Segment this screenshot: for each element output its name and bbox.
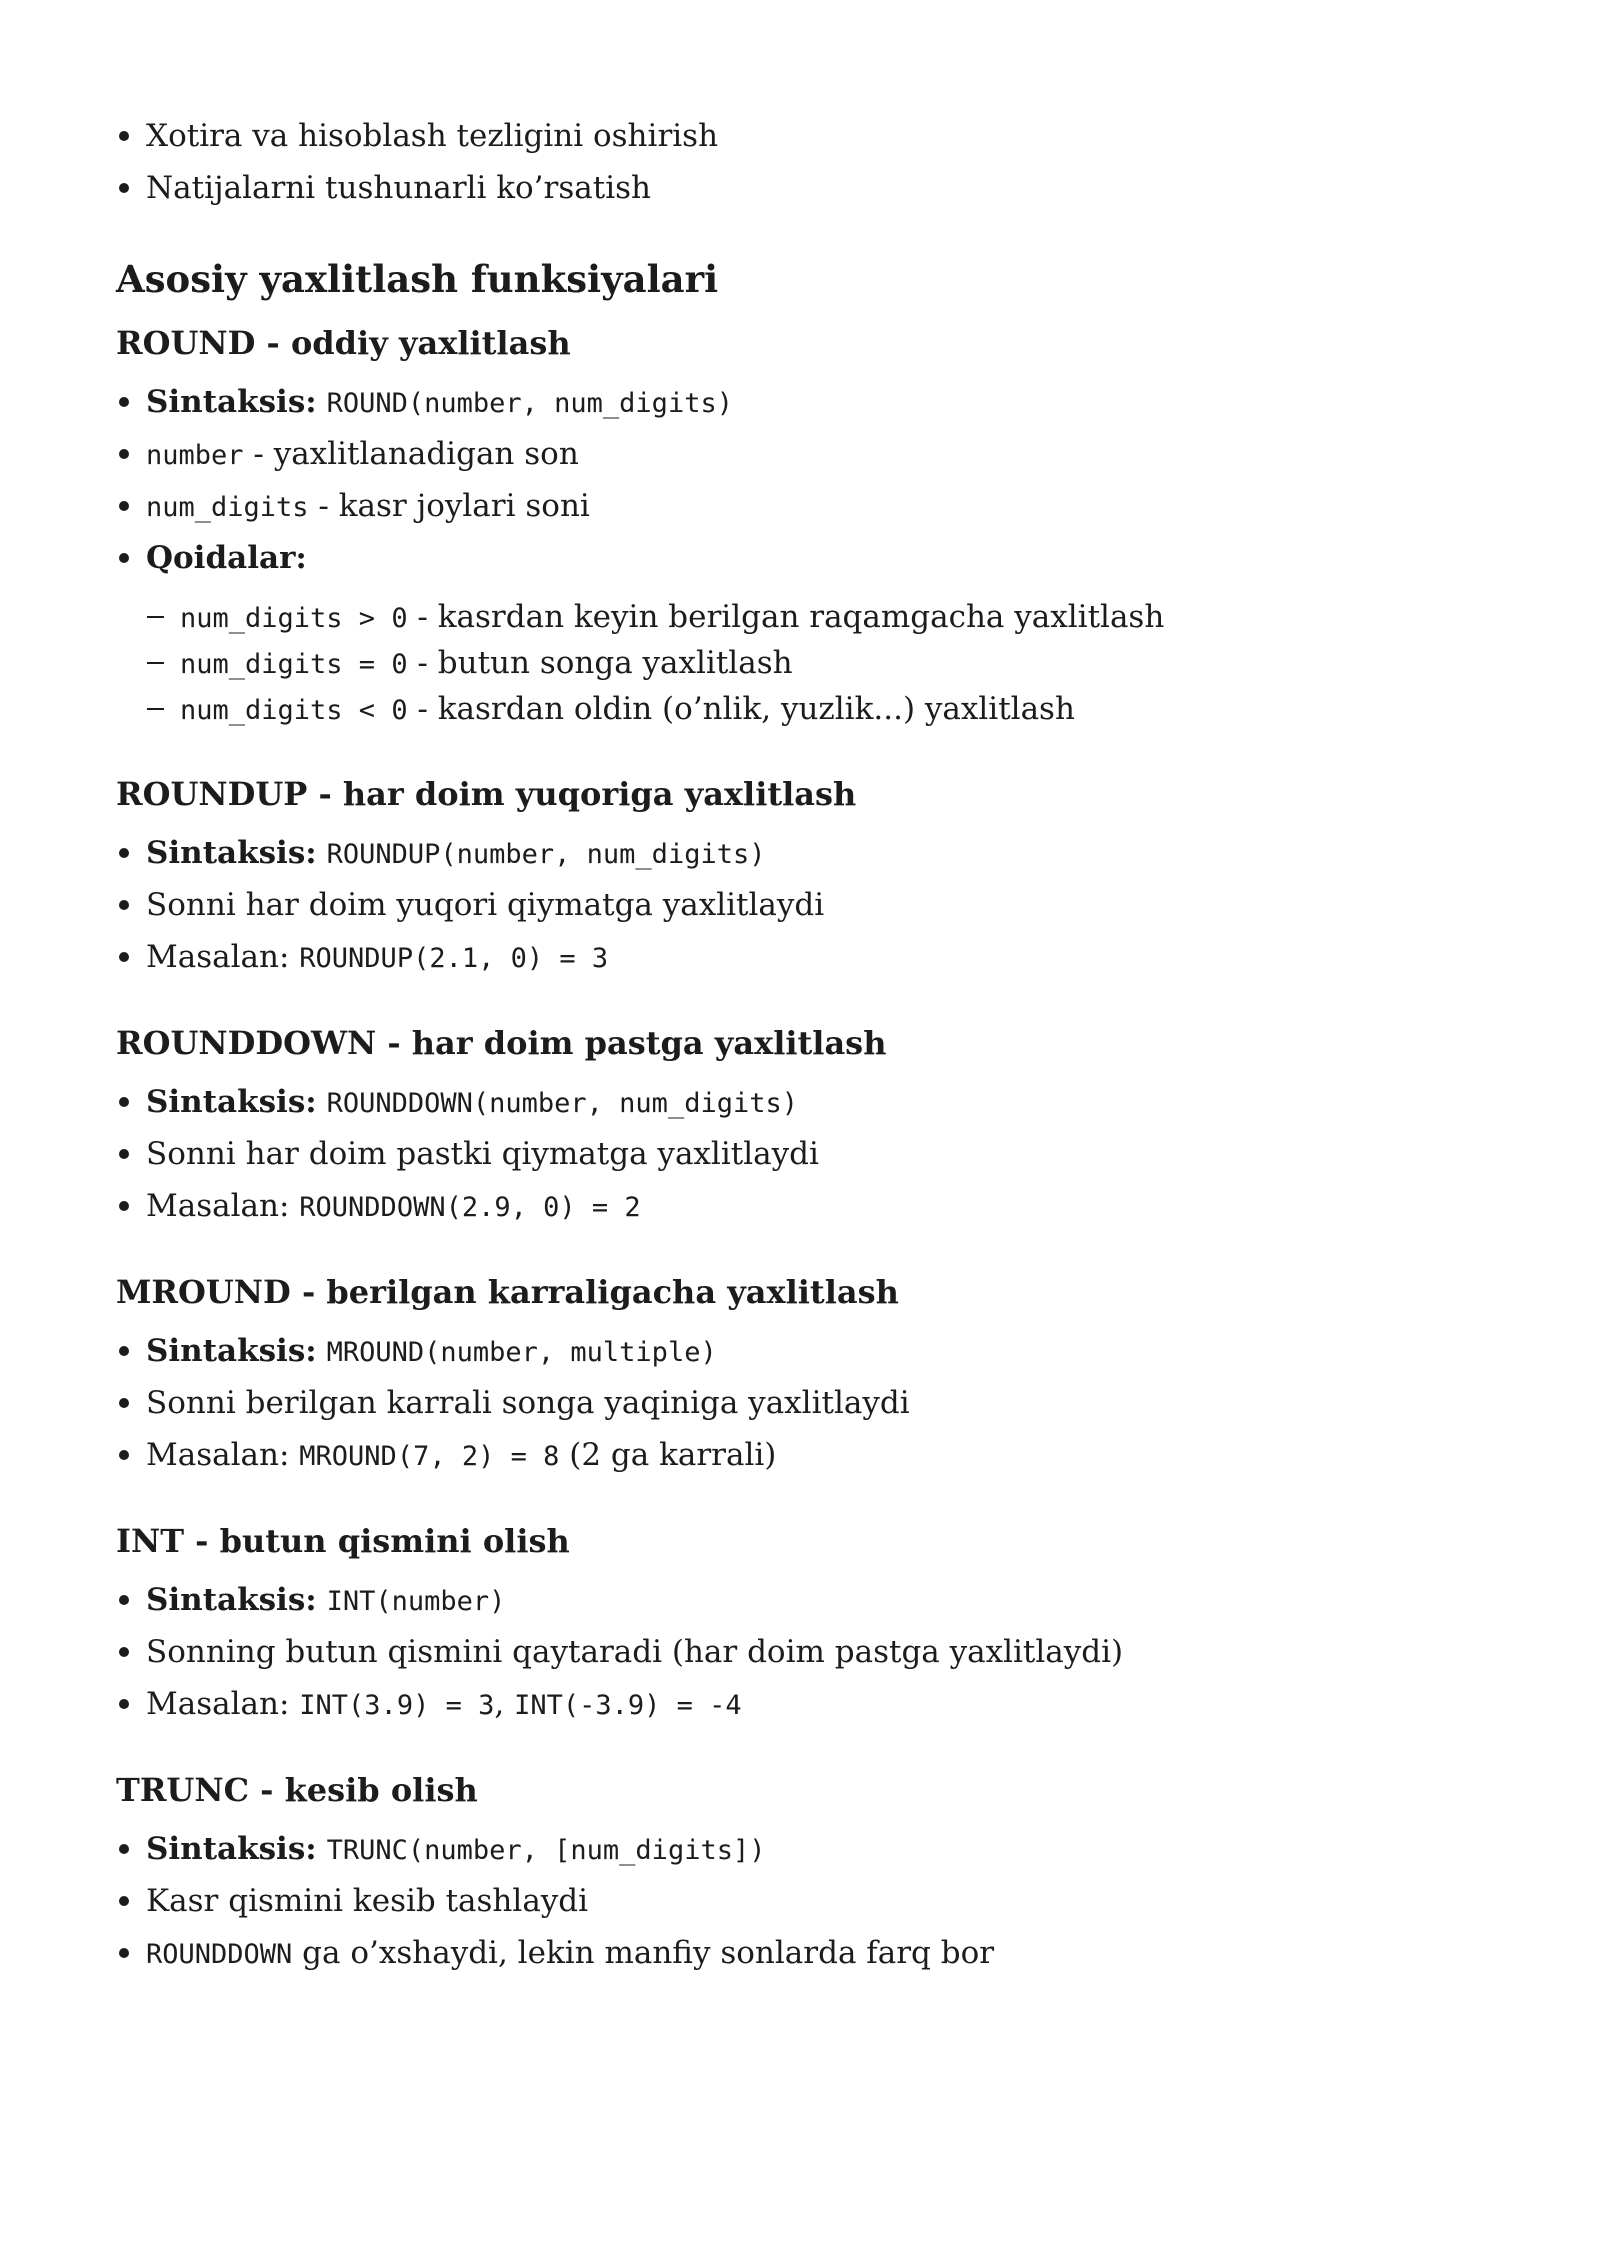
list-item [146, 384, 733, 421]
list-item [146, 540, 307, 577]
list-item: Masalan: INT(3.9) = 3, INT(-3.9) = -4 [146, 1686, 742, 1722]
list-item: Sintaksis: ROUNDDOWN(number, num_digits) [146, 1084, 798, 1120]
example-code: MROUND(7, 2) = 8 [299, 1441, 560, 1472]
list-item: Masalan: ROUNDDOWN(2.9, 0) = 2 [146, 1188, 641, 1224]
subsection-title-int: INT - butun qismini olish [116, 1522, 570, 1560]
list-item: Masalan: ROUNDUP(2.1, 0) = 3 [146, 939, 609, 975]
subsection-title-rounddown: ROUNDDOWN - har doim pastga yaxlitlash [116, 1024, 887, 1062]
inline-code: ROUNDDOWN [146, 1939, 293, 1970]
param-code: number [146, 440, 244, 471]
syntax-code: TRUNC(number, [num_digits]) [326, 1835, 766, 1866]
list-item: Sonning butun qismini qaytaradi (har doim pastga yaxlitlaydi) [146, 1634, 1124, 1670]
list-item: Sintaksis: TRUNC(number, [num_digits]) [146, 1831, 766, 1867]
example-code: ROUNDDOWN(2.9, 0) = 2 [299, 1192, 641, 1223]
list-item: num_digits - kasr joylari soni [146, 488, 590, 524]
syntax-label: Sintaksis: [146, 384, 317, 420]
param-code: num_digits [146, 492, 309, 523]
list-item: Sintaksis: INT(number) [146, 1582, 506, 1618]
subsection-title-roundup: ROUNDUP - har doim yuqoriga yaxlitlash [116, 775, 857, 813]
syntax-code: ROUNDUP(number, num_digits) [326, 839, 766, 870]
syntax-code: ROUND(number, num_digits) [326, 388, 733, 419]
syntax-code: INT(number) [326, 1586, 506, 1617]
subsection-title-trunc: TRUNC - kesib olish [116, 1771, 478, 1809]
example-code: INT(3.9) = 3 [299, 1690, 495, 1721]
list-item: Sintaksis: MROUND(number, multiple) [146, 1333, 717, 1369]
list-item: Masalan: MROUND(7, 2) = 8 (2 ga karrali) [146, 1437, 777, 1473]
example-code: INT(-3.9) = -4 [514, 1690, 742, 1721]
sublist-item: num_digits > 0 - kasrdan keyin berilgan raqamgacha yaxlitlash [180, 599, 1165, 635]
list-item: Xotira va hisoblash tezligini oshirish [146, 118, 719, 154]
list-item: Sonni berilgan karrali songa yaqiniga yaxlitlaydi [146, 1385, 910, 1421]
section-title: Asosiy yaxlitlash funksiyalari [116, 257, 719, 301]
list-item: Sintaksis: ROUNDUP(number, num_digits) [146, 835, 766, 871]
sublist-item: num_digits < 0 - kasrdan oldin (o’nlik, yuzlik...) yaxlitlash [180, 691, 1075, 727]
sublist-item: num_digits = 0 - butun songa yaxlitlash [180, 645, 793, 681]
list-item: Natijalarni tushunarli ko’rsatish [146, 170, 651, 206]
syntax-code: MROUND(number, multiple) [326, 1337, 717, 1368]
subsection-title-mround: MROUND - berilgan karraligacha yaxlitlash [116, 1273, 899, 1311]
list-item: number - yaxlitlanadigan son [146, 436, 579, 472]
list-item: Sonni har doim pastki qiymatga yaxlitlaydi [146, 1136, 819, 1172]
list-item: Kasr qismini kesib tashlaydi [146, 1883, 589, 1919]
list-item: ROUNDDOWN ga o’xshaydi, lekin manfiy sonlarda farq bor [146, 1935, 995, 1971]
rules-label: Qoidalar: [146, 540, 307, 576]
syntax-code: ROUNDDOWN(number, num_digits) [326, 1088, 798, 1119]
example-code: ROUNDUP(2.1, 0) = 3 [299, 943, 609, 974]
subsection-title-round: ROUND - oddiy yaxlitlash [116, 324, 571, 362]
list-item: Sonni har doim yuqori qiymatga yaxlitlaydi [146, 887, 825, 923]
